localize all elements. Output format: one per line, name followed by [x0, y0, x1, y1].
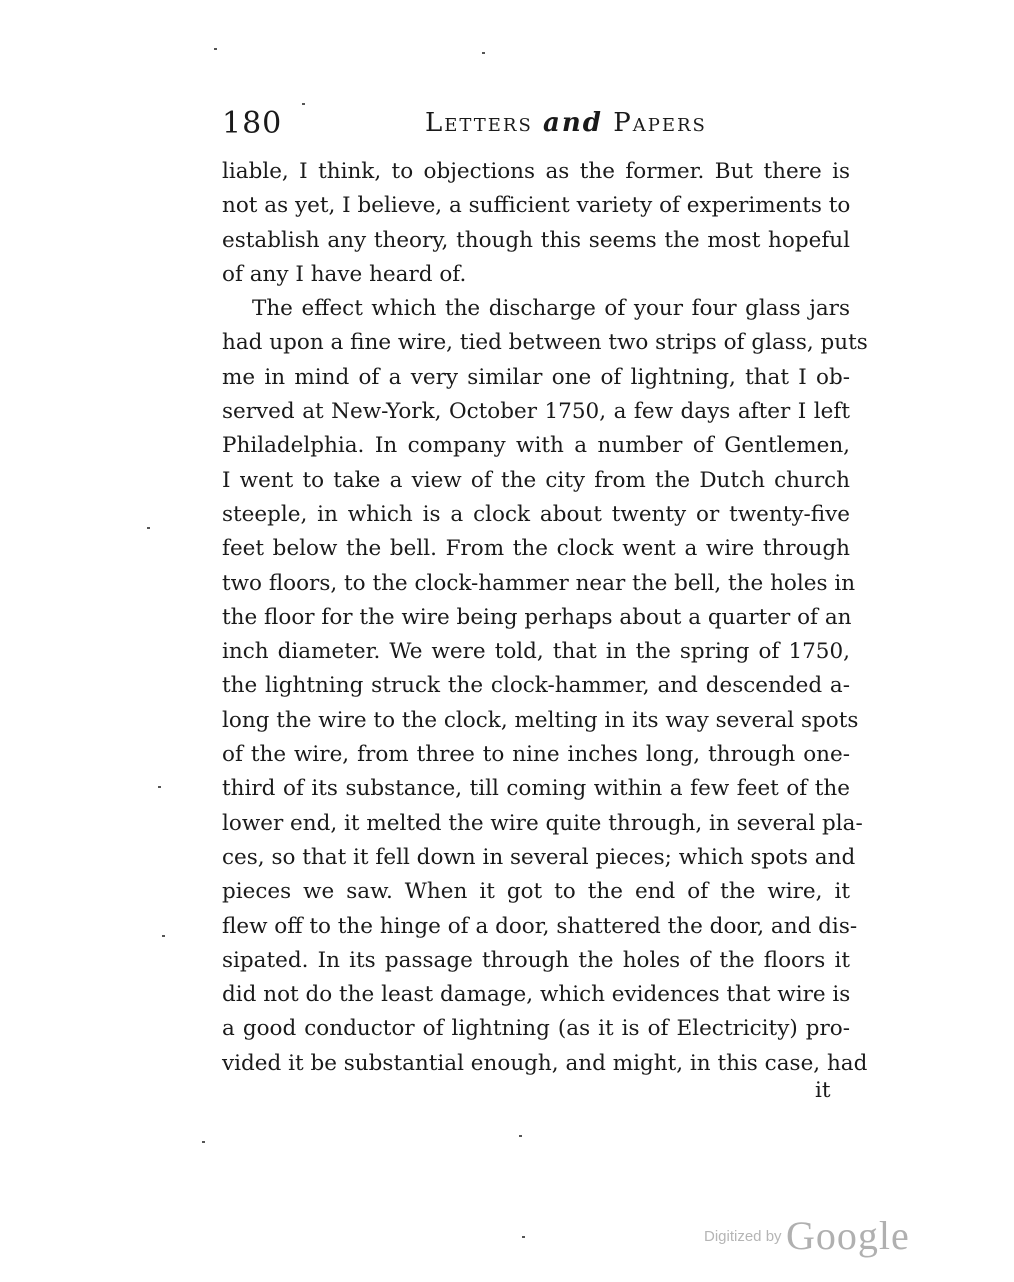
- text-line: served at New-York, October 1750, a few days after I left: [222, 399, 850, 425]
- body-text: [222, 155, 868, 1081]
- text-line: long the wire to the clock, melting in its way several spots: [222, 707, 859, 733]
- text-line: feet below the bell. From the clock went a wire through: [222, 536, 850, 562]
- text-line: third of its substance, till coming within a few feet of the: [222, 776, 850, 802]
- scan-speck: [214, 48, 217, 50]
- scan-speck: [522, 1236, 525, 1238]
- digitized-watermark: [704, 1212, 910, 1259]
- text-line: inch diameter. We were told, that in the spring of 1750,: [222, 639, 850, 665]
- text-line: Philadelphia. In company with a number of Gentlemen,: [222, 433, 850, 459]
- scan-speck: [158, 786, 161, 788]
- scan-speck: [482, 52, 485, 54]
- scan-speck: [147, 527, 150, 529]
- text-line: establish any theory, though this seems the most hopeful: [222, 227, 850, 253]
- page-header: [222, 106, 852, 150]
- text-line: of the wire, from three to nine inches long, through one-: [222, 742, 850, 768]
- text-line: the lightning struck the clock-hammer, and descended a-: [222, 673, 850, 699]
- page-number: 180: [222, 106, 283, 141]
- text-line: two floors, to the clock-hammer near the bell, the holes in: [222, 570, 856, 596]
- watermark-prefix: Digitized by: [704, 1228, 782, 1245]
- text-line: liable, I think, to objections as the former. But there is: [222, 159, 850, 184]
- text-line: had upon a fine wire, tied between two strips of glass, puts: [222, 330, 868, 356]
- text-line: vided it be substantial enough, and might, in this case, had: [222, 1050, 868, 1076]
- text-line: The effect which the discharge of your four glass jars: [252, 296, 850, 322]
- scan-speck: [162, 935, 165, 937]
- text-line: the floor for the wire being perhaps about a quarter of an: [222, 604, 852, 630]
- catchword: it: [815, 1078, 831, 1103]
- text-line: did not do the least damage, which evidences that wire is: [222, 982, 851, 1008]
- running-head: [425, 108, 707, 138]
- text-line: I went to take a view of the city from the Dutch church: [222, 467, 850, 493]
- text-line: pieces we saw. When it got to the end of the wire, it: [222, 879, 850, 905]
- text-line: ces, so that it fell down in several pieces; which spots and: [222, 844, 856, 870]
- text-line: steeple, in which is a clock about twenty or twenty-five: [222, 501, 850, 527]
- running-head-papers: Papers: [613, 108, 707, 138]
- text-line: of any I have heard of.: [222, 261, 467, 287]
- text-line: not as yet, I believe, a sufficient variety of experiments to: [222, 193, 851, 219]
- running-head-letters: Letters: [425, 108, 533, 138]
- google-logo: Google: [786, 1213, 910, 1258]
- text-line: me in mind of a very similar one of lightning, that I ob-: [222, 364, 850, 390]
- text-line: sipated. In its passage through the holes of the floors it: [222, 947, 850, 973]
- scan-speck: [302, 103, 305, 105]
- scan-speck: [519, 1135, 522, 1137]
- scan-speck: [202, 1141, 205, 1143]
- text-line: a good conductor of lightning (as it is of Electricity) pro-: [222, 1016, 850, 1042]
- running-head-and: and: [543, 108, 603, 138]
- text-line: lower end, it melted the wire quite through, in several pla-: [222, 810, 863, 836]
- text-line: flew off to the hinge of a door, shattered the door, and dis-: [222, 913, 858, 939]
